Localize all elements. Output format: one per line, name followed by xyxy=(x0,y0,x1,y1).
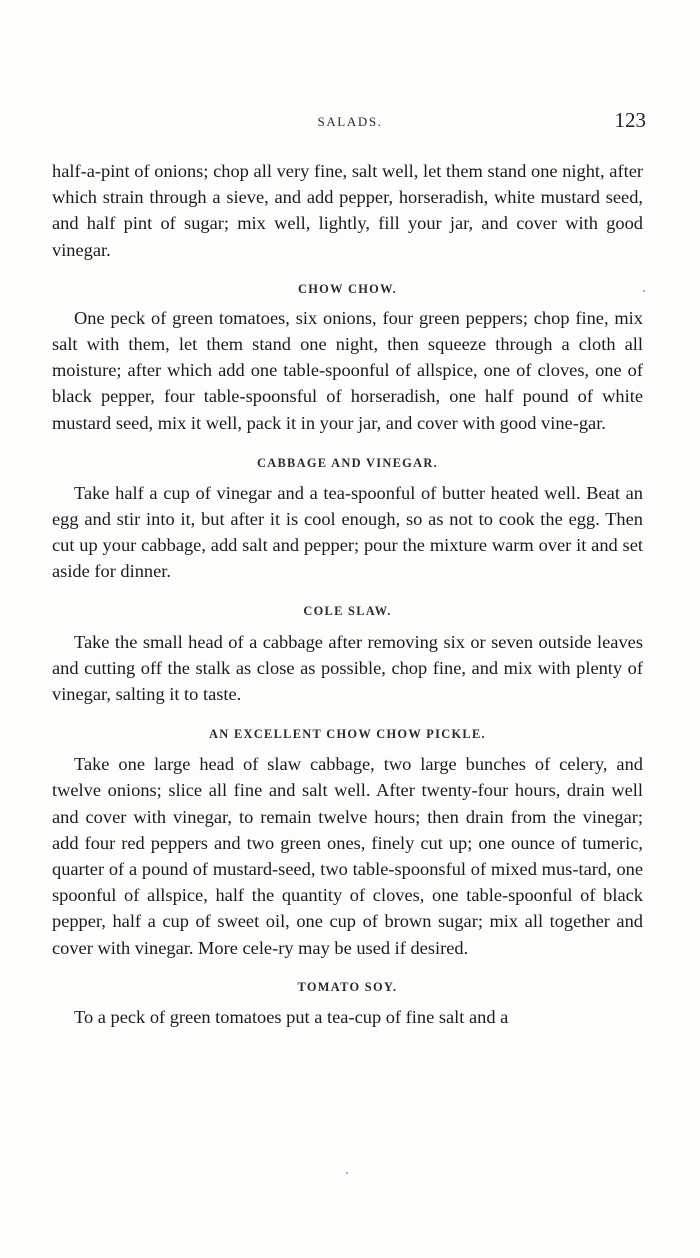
continuation-paragraph: half-a-pint of onions; chop all very fine, salt well, let them stand one night, after which strain through a sieve, and add pepper, horseradish, white mustard seed, and half pint of sugar; mix well, lightly, fill your jar, and cover with good vinegar. xyxy=(52,161,643,260)
recipe-title-cabbage-and-vinegar: CABBAGE AND VINEGAR. xyxy=(256,455,439,470)
recipe-title-cole-slaw: COLE SLAW. xyxy=(303,603,392,618)
body-text xyxy=(52,158,643,1030)
recipe-text-tomato-soy: To a peck of green tomatoes put a tea-cup of fine salt and a xyxy=(74,1006,509,1027)
recipe-text-cole-slaw: Take the small head of a cabbage after removing six or seven outside leaves and cutting off the stalk as close as possible, chop fine, and mix with plenty of vinegar, salting it to taste. xyxy=(52,631,643,705)
recipe-title-chow-chow-pickle: AN EXCELLENT CHOW CHOW PICKLE. xyxy=(209,727,486,742)
paper-speck xyxy=(643,290,645,292)
recipe-text-cabbage-and-vinegar: Take half a cup of vinegar and a tea-spoonful of butter heated well. Beat an egg and stir into it, but after it is cool enough, so as not to cook the egg. Then cut up your cabbage, add salt and pepper; pour the mixture warm over it and set aside for dinner. xyxy=(52,482,643,582)
recipe-text-chow-chow-pickle: Take one large head of slaw cabbage, two large bunches of celery, and twelve onions; slice all fine and salt well. After twenty-four hours, drain well and cover with vinegar, to remain twelve hours; then drain from the vinegar; add four red peppers and two green ones, finely cut up; one ounce of tumeric, quarter of a pound of mustard-seed, two table-spoonsful of mixed mus-tard, one spoonful of allspice, half the quantity of cloves, one table-spoonful of black pepper, half a cup of sweet oil, one cup of brown sugar; mix all together and cover with vinegar. More cele-ry may be used if desired. xyxy=(52,754,643,958)
recipe-text-chow-chow: One peck of green tomatoes, six onions, four green peppers; chop fine, mix salt with them, let them stand one night, then squeeze through a cloth all moisture; after which add one table-spoonful of allspice, one of cloves, one of black pepper, four table-spoonsful of horseradish, one half pound of white mustard seed, mix it well, pack it in your jar, and cover with good vine-gar. xyxy=(52,307,643,433)
running-title: SALADS. xyxy=(317,114,383,129)
recipe-title-tomato-soy: TOMATO SOY. xyxy=(297,979,398,994)
running-head xyxy=(52,108,648,138)
paper-speck xyxy=(346,1172,348,1174)
page-number: 123 xyxy=(614,108,646,132)
recipe-title-chow-chow: CHOW CHOW. xyxy=(297,281,398,296)
